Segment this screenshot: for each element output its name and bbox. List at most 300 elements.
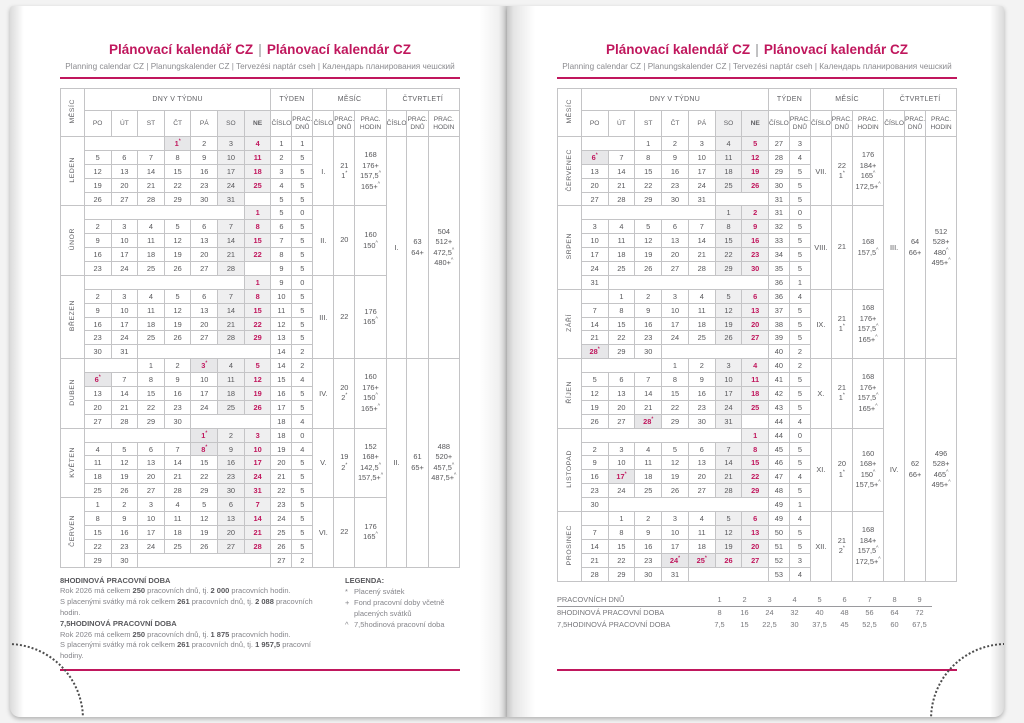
stat-line: 21 — [837, 382, 846, 392]
line-8h-2: S placenými svátky má rok celkem 261 pracovních dnů, tj. 2 088 pracovních hodin. — [60, 597, 313, 617]
day-cell: 23 — [662, 178, 689, 192]
week-number-cell: 18 — [271, 414, 292, 428]
day-cell: 31 — [218, 192, 245, 206]
stat-line: 21 — [837, 313, 846, 323]
day-cell: 10 — [581, 234, 608, 248]
day-cell: 20 — [742, 317, 769, 331]
week-workdays-cell: 4 — [789, 414, 810, 428]
row-value: 3 — [757, 594, 782, 607]
legend-text: 7,5hodinová pracovní doba — [354, 619, 445, 629]
week-workdays-cell: 5 — [292, 539, 313, 553]
day-cell: 6 — [111, 150, 138, 164]
day-cell — [164, 553, 191, 567]
day-cell: 14 — [138, 164, 165, 178]
day-cell: 12 — [581, 387, 608, 401]
week-number-cell: 33 — [769, 234, 790, 248]
day-cell: 23 — [742, 248, 769, 262]
days-group-header: DNY V TÝDNU — [84, 89, 271, 111]
month-number-cell: II. — [313, 206, 334, 275]
day-cell: 28 — [111, 414, 138, 428]
month-workhours-cell — [852, 289, 883, 358]
heading-8h: 8HODINOVÁ PRACOVNÍ DOBA — [60, 575, 171, 585]
stat-line: 65+ — [411, 462, 424, 472]
day-cell: 1 — [608, 512, 635, 526]
day-cell: 28 — [581, 567, 608, 581]
month-number-cell: V. — [313, 428, 334, 497]
day-cell: 15 — [84, 525, 111, 539]
day-cell: 24 — [218, 178, 245, 192]
stat-line: 165+^ — [361, 403, 381, 413]
day-cell: 4 — [138, 220, 165, 234]
day-cell — [662, 206, 689, 220]
day-cell: 14 — [688, 234, 715, 248]
stat-header: PRAC. DNŮ — [789, 111, 810, 137]
day-cell: 7 — [581, 525, 608, 539]
day-cell: 29 — [191, 484, 218, 498]
day-cell: 26 — [662, 484, 689, 498]
month-column-header-label: MĚSÍC — [68, 99, 76, 124]
stat-line: 62 — [910, 459, 920, 469]
day-cell: 26 — [111, 484, 138, 498]
week-workdays-cell: 5 — [292, 192, 313, 206]
day-cell: 27 — [191, 262, 218, 276]
stat-line: 66+ — [908, 247, 922, 257]
day-cell: 20 — [581, 178, 608, 192]
day-cell: 27 — [742, 331, 769, 345]
week-workdays-cell: 5 — [789, 525, 810, 539]
week-workdays-cell: 4 — [292, 414, 313, 428]
week-number-cell: 40 — [769, 345, 790, 359]
day-cell — [742, 275, 769, 289]
day-cell: 13 — [111, 164, 138, 178]
stat-line: 176 — [364, 521, 377, 531]
day-cell: 29 — [164, 192, 191, 206]
stat-line: 165+^ — [858, 334, 878, 344]
month-name-cell — [558, 512, 582, 581]
day-cell: 13 — [191, 234, 218, 248]
quarter-workdays-cell — [904, 359, 925, 581]
stat-line: 176+ — [859, 313, 877, 323]
quarter-workhours-cell — [428, 137, 459, 359]
day-cell: 11 — [218, 373, 245, 387]
stat-line: 168 — [364, 150, 377, 160]
month-name-cell — [61, 137, 85, 206]
week-number-cell: 3 — [271, 164, 292, 178]
row-value: 52,5 — [862, 620, 877, 629]
title-divider: | — [258, 42, 262, 57]
day-cell: 15 — [608, 317, 635, 331]
day-cell — [218, 206, 245, 220]
day-cell: 21 — [608, 178, 635, 192]
header-sub-row — [558, 111, 957, 137]
day-cell — [635, 359, 662, 373]
day-cell: 6* — [84, 373, 111, 387]
stat-line: 176 — [364, 306, 377, 316]
day-cell: 5 — [244, 359, 271, 373]
day-cell: 7 — [218, 289, 245, 303]
stat-line: 157,5^ — [857, 247, 879, 257]
day-cell: 30 — [662, 192, 689, 206]
week-workdays-cell: 5 — [789, 387, 810, 401]
month-name-cell — [61, 428, 85, 497]
day-cell: 21 — [688, 248, 715, 262]
day-cell: 12 — [111, 456, 138, 470]
month-name-cell — [61, 359, 85, 428]
week-number-cell: 41 — [769, 373, 790, 387]
day-cell: 15 — [244, 234, 271, 248]
day-cell — [191, 553, 218, 567]
month-workhours-cell — [852, 512, 883, 581]
day-cell: 22 — [84, 539, 111, 553]
month-number-cell: I. — [313, 137, 334, 206]
week-workdays-cell: 3 — [789, 553, 810, 567]
page-subtitle: Planning calendar CZ | Planungskalender CZ | Tervezési naptár cseh | Календарь планирования чешский — [65, 62, 455, 71]
week-workdays-cell: 5 — [292, 456, 313, 470]
stat-line: 168 — [861, 303, 875, 313]
stat-line: 488 — [437, 441, 450, 451]
month-workhours-cell — [355, 359, 386, 428]
day-cell: 5 — [635, 220, 662, 234]
day-cell: 24 — [111, 262, 138, 276]
page-title — [557, 42, 957, 57]
day-cell: 29 — [84, 553, 111, 567]
row-value: 9 — [907, 594, 932, 607]
row-value: 7,5 — [714, 620, 725, 629]
day-cell: 1 — [662, 359, 689, 373]
day-cell: 23 — [164, 400, 191, 414]
day-cell: 21 — [715, 470, 742, 484]
day-cell: 21 — [164, 470, 191, 484]
stat-line: 480+^ — [434, 257, 454, 268]
month-group-header: MĚSÍC — [810, 89, 883, 111]
day-cell: 25 — [138, 262, 165, 276]
day-cell — [608, 275, 635, 289]
day-cell: 18 — [138, 317, 165, 331]
stat-line: 160 — [364, 230, 377, 240]
day-cell: 22 — [742, 470, 769, 484]
stat-line: 457,5^ — [433, 462, 455, 472]
working-time-summary — [60, 576, 329, 662]
day-cell — [218, 275, 245, 289]
week-workdays-cell: 5 — [292, 234, 313, 248]
day-name-header: SO — [218, 111, 245, 137]
day-cell: 28* — [581, 345, 608, 359]
stat-header: PRAC. DNŮ — [334, 111, 355, 137]
week-number-cell: 47 — [769, 470, 790, 484]
day-cell: 14 — [715, 456, 742, 470]
workdays-hours-table — [557, 594, 932, 631]
stat-line: 22 — [340, 311, 349, 321]
week-workdays-cell: 4 — [292, 373, 313, 387]
day-name-header: PO — [84, 111, 111, 137]
day-cell: 2 — [84, 289, 111, 303]
day-cell: 12 — [164, 234, 191, 248]
month-workdays-cell — [831, 137, 852, 206]
quarter-number-cell: II. — [386, 359, 407, 567]
day-cell: 10 — [111, 303, 138, 317]
day-cell: 6 — [688, 442, 715, 456]
line-75h-1: Rok 2026 má celkem 250 pracovních dnů, tj. 1 875 pracovních hodin. — [60, 629, 291, 639]
day-cell: 31 — [715, 414, 742, 428]
day-cell: 16 — [191, 164, 218, 178]
day-cell: 2 — [635, 289, 662, 303]
day-cell: 27 — [688, 484, 715, 498]
day-cell — [84, 428, 111, 442]
day-cell: 9 — [635, 525, 662, 539]
line-75h-2: S placenými svátky má rok celkem 261 pracovních dnů, tj. 1 957,5 pracovní hodiny. — [60, 640, 311, 661]
day-cell: 9 — [635, 303, 662, 317]
day-cell — [715, 192, 742, 206]
day-cell: 12 — [635, 234, 662, 248]
month-name-label: ZÁŘÍ — [565, 314, 573, 332]
day-cell — [164, 275, 191, 289]
day-cell: 13 — [662, 234, 689, 248]
day-cell: 12 — [715, 525, 742, 539]
day-cell: 6 — [218, 498, 245, 512]
day-cell: 11 — [742, 373, 769, 387]
stat-line: 165+^ — [361, 181, 381, 191]
stat-header: PRAC. HODIN — [926, 111, 957, 137]
day-cell: 28 — [608, 192, 635, 206]
day-cell: 8 — [138, 373, 165, 387]
day-cell: 27 — [218, 539, 245, 553]
day-cell: 4 — [244, 137, 271, 151]
calendar-table — [557, 88, 957, 582]
stat-line: 1* — [838, 469, 845, 479]
day-cell: 27 — [742, 553, 769, 567]
week-number-cell: 44 — [769, 414, 790, 428]
stat-header: PRAC. HODIN — [355, 111, 386, 137]
row-value: 5 — [807, 594, 832, 607]
month-group-header: MĚSÍC — [313, 89, 386, 111]
month-name-cell — [61, 498, 85, 567]
day-cell: 28 — [138, 192, 165, 206]
day-name-header: ČT — [164, 111, 191, 137]
day-cell: 5 — [581, 373, 608, 387]
day-cell — [688, 428, 715, 442]
week-number-cell: 51 — [769, 539, 790, 553]
day-cell — [608, 498, 635, 512]
quarter-workhours-cell — [926, 137, 957, 359]
day-cell: 2 — [164, 359, 191, 373]
workdays-hours-table-container — [557, 594, 957, 631]
day-cell — [581, 428, 608, 442]
day-cell: 8 — [715, 220, 742, 234]
month-workdays-cell — [831, 359, 852, 428]
week-workdays-cell: 5 — [789, 234, 810, 248]
week-workdays-cell: 2 — [789, 345, 810, 359]
week-workdays-cell: 4 — [292, 442, 313, 456]
week-number-cell: 30 — [769, 178, 790, 192]
day-cell: 16 — [742, 234, 769, 248]
month-name-cell — [61, 275, 85, 358]
week-workdays-cell: 5 — [789, 192, 810, 206]
day-cell: 29 — [662, 414, 689, 428]
week-number-cell: 10 — [271, 289, 292, 303]
day-cell: 29 — [635, 192, 662, 206]
day-cell: 29 — [715, 262, 742, 276]
row-value: 60 — [890, 620, 899, 629]
heading-75h: 7,5HODINOVÁ PRACOVNÍ DOBA — [60, 618, 177, 628]
day-cell: 5 — [164, 289, 191, 303]
day-cell: 22 — [191, 470, 218, 484]
day-cell: 15 — [635, 164, 662, 178]
week-workdays-cell: 5 — [789, 484, 810, 498]
day-cell: 18 — [244, 164, 271, 178]
day-cell: 22 — [244, 248, 271, 262]
row-value: 30 — [790, 620, 799, 629]
month-number-cell: XII. — [810, 512, 831, 581]
day-cell: 12 — [164, 303, 191, 317]
day-cell — [715, 428, 742, 442]
stat-header: PRAC. HODIN — [428, 111, 459, 137]
stat-line: 2* — [838, 545, 845, 556]
day-name-header: ÚT — [608, 111, 635, 137]
day-cell — [688, 345, 715, 359]
day-cell: 1 — [608, 289, 635, 303]
day-cell: 29 — [608, 567, 635, 581]
day-cell: 28 — [164, 484, 191, 498]
day-cell: 16 — [164, 387, 191, 401]
week-workdays-cell: 5 — [292, 150, 313, 164]
title-czech: Plánovací kalendář CZ — [606, 42, 751, 57]
page-subtitle: Planning calendar CZ | Planungskalender CZ | Tervezési naptár cseh | Календарь планирования чешский — [562, 62, 952, 71]
day-cell: 26 — [244, 400, 271, 414]
day-cell — [164, 428, 191, 442]
stat-header: PRAC. DNŮ — [904, 111, 925, 137]
header-group-row — [61, 89, 460, 111]
week-workdays-cell: 5 — [292, 220, 313, 234]
row-label: 7,5HODINOVÁ PRACOVNÍ DOBA — [557, 620, 671, 629]
day-cell: 9 — [191, 150, 218, 164]
week-workdays-cell: 5 — [789, 220, 810, 234]
stat-line: 176 — [861, 150, 875, 160]
month-workdays-cell — [831, 289, 852, 358]
stat-line: 21 — [837, 242, 846, 252]
stat-line: 20 — [837, 459, 846, 469]
stat-line: 165^ — [363, 316, 378, 327]
quarter-number-cell: III. — [884, 137, 905, 359]
day-cell: 20 — [218, 525, 245, 539]
day-cell: 14 — [608, 164, 635, 178]
title-czech: Plánovací kalendář CZ — [109, 42, 254, 57]
day-cell: 25 — [138, 331, 165, 345]
day-cell: 16 — [662, 164, 689, 178]
day-cell — [662, 498, 689, 512]
day-cell: 25 — [84, 484, 111, 498]
day-cell: 11 — [635, 456, 662, 470]
stat-line: 21 — [340, 160, 349, 170]
day-cell: 24 — [191, 400, 218, 414]
month-name-cell — [558, 137, 582, 206]
day-cell: 3 — [138, 498, 165, 512]
day-cell: 4 — [164, 498, 191, 512]
day-cell: 10 — [662, 525, 689, 539]
week-number-cell: 22 — [271, 484, 292, 498]
week-number-cell: 46 — [769, 456, 790, 470]
stat-line: 472,5^ — [433, 247, 455, 257]
title-rule — [60, 77, 460, 79]
week-number-cell: 21 — [271, 470, 292, 484]
day-cell: 30 — [688, 414, 715, 428]
stat-header: ČÍSLO — [386, 111, 407, 137]
day-cell — [218, 553, 245, 567]
day-cell — [218, 345, 245, 359]
header-sub-row — [61, 111, 460, 137]
row-value: 40 — [815, 608, 824, 617]
day-cell: 24 — [608, 484, 635, 498]
day-cell: 16 — [635, 539, 662, 553]
stat-line: 22 — [340, 527, 349, 537]
day-cell: 11 — [688, 525, 715, 539]
day-cell: 19 — [164, 317, 191, 331]
day-cell: 6 — [662, 220, 689, 234]
month-name-label: LISTOPAD — [565, 449, 573, 488]
day-cell: 14 — [581, 317, 608, 331]
stat-line: 495+^ — [931, 257, 951, 268]
day-name-header: SO — [715, 111, 742, 137]
day-cell — [138, 428, 165, 442]
day-cell: 27 — [138, 484, 165, 498]
week-number-cell: 39 — [769, 331, 790, 345]
days-group-header: DNY V TÝDNU — [581, 89, 768, 111]
week-number-cell: 8 — [271, 248, 292, 262]
week-workdays-cell: 5 — [789, 400, 810, 414]
week-number-cell: 53 — [769, 567, 790, 581]
day-cell: 14 — [218, 234, 245, 248]
month-name-cell — [558, 359, 582, 428]
week-number-cell: 40 — [769, 359, 790, 373]
day-cell: 21 — [218, 248, 245, 262]
day-name-header: ČT — [662, 111, 689, 137]
day-name-header: ST — [635, 111, 662, 137]
day-cell: 17 — [111, 248, 138, 262]
month-name-label: DUBEN — [68, 379, 76, 406]
day-cell: 5 — [742, 137, 769, 151]
month-number-cell: IX. — [810, 289, 831, 358]
quarter-number-cell: I. — [386, 137, 407, 359]
stat-line: 63 — [413, 237, 422, 247]
day-cell — [244, 262, 271, 276]
week-row — [61, 137, 460, 151]
day-cell: 30 — [218, 484, 245, 498]
day-cell — [742, 192, 769, 206]
day-cell — [662, 275, 689, 289]
stat-line: 64+ — [411, 247, 424, 257]
quarter-group-header: ČTVRTLETÍ — [386, 89, 459, 111]
day-cell: 19 — [715, 539, 742, 553]
month-number-cell: III. — [313, 275, 334, 358]
day-cell: 27 — [111, 192, 138, 206]
day-cell: 25 — [715, 178, 742, 192]
stat-line: 142,5^ — [360, 462, 381, 472]
day-name-header: NE — [742, 111, 769, 137]
week-workdays-cell: 5 — [789, 303, 810, 317]
day-cell: 7 — [138, 150, 165, 164]
footer-working-time — [60, 576, 460, 662]
day-cell: 3 — [662, 512, 689, 526]
week-row — [558, 137, 957, 151]
day-cell: 2 — [581, 442, 608, 456]
week-workdays-cell: 5 — [292, 178, 313, 192]
stat-line: 465^ — [933, 469, 949, 479]
day-cell: 24 — [138, 539, 165, 553]
day-cell: 28* — [635, 414, 662, 428]
day-cell — [111, 359, 138, 373]
row-value: 56 — [865, 608, 874, 617]
day-cell: 18 — [715, 164, 742, 178]
day-cell: 20 — [138, 470, 165, 484]
